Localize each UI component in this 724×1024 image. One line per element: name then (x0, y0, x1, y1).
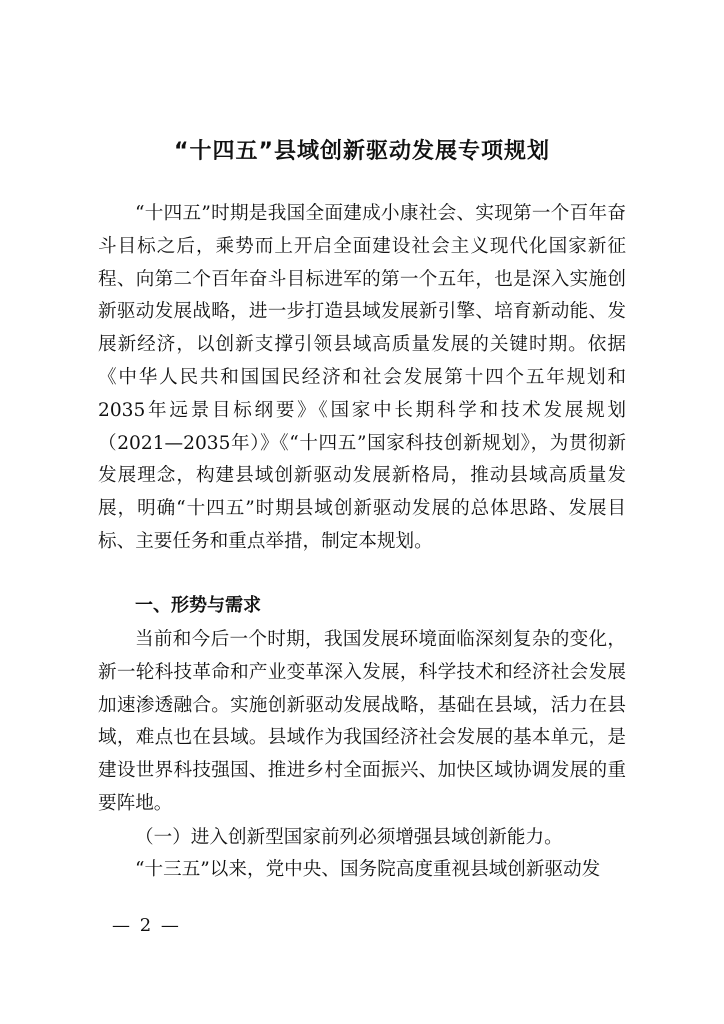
subsection-heading: （一）进入创新型国家前列必须增强县域创新能力。 (135, 827, 563, 848)
subsection-paragraph: “十三五”以来，党中央、国务院高度重视县域创新驱动发 (135, 859, 601, 880)
document-title: “十四五”县域创新驱动发展专项规划 (174, 139, 550, 164)
intro-paragraph: “十四五”时期是我国全面建成小康社会、实现第一个百年奋斗目标之后，乘势而上开启全面建设社会主义现代化国家新征程、向第二个百年奋斗目标进军的第一个五年，也是深入实施创新驱动发展战略，进一步打造县域发展新引擎、培育新动能、发展新经济，以创新支撑引领县域高质量发展的关键时期。依据《中华人民共和国国民经济和社会发展第十四个五年规划和2035年远景目标纲要》《国家中长期科学和技术发展规划（2021—2035年）》《“十四五”国家科技创新规划》，为贯彻新发展理念，构建县域创新驱动发展新格局，推动县域高质量发展，明确“十四五”时期县域创新驱动发展的总体思路、发展目标、主要任务和重点举措，制定本规划。 (98, 203, 626, 552)
section-paragraph: 当前和今后一个时期，我国发展环境面临深刻复杂的变化，新一轮科技革命和产业变革深入发展，科学技术和经济社会发展加速渗透融合。实施创新驱动发展战略，基础在县域，活力在县域，难点也在县域。县域作为我国经济社会发展的基本单元，是建设世界科技强国、推进乡村全面振兴、加快区域协调发展的重要阵地。 (98, 629, 626, 814)
section-heading: 一、形势与需求 (135, 595, 261, 616)
page-number: — 2 — (112, 915, 181, 936)
